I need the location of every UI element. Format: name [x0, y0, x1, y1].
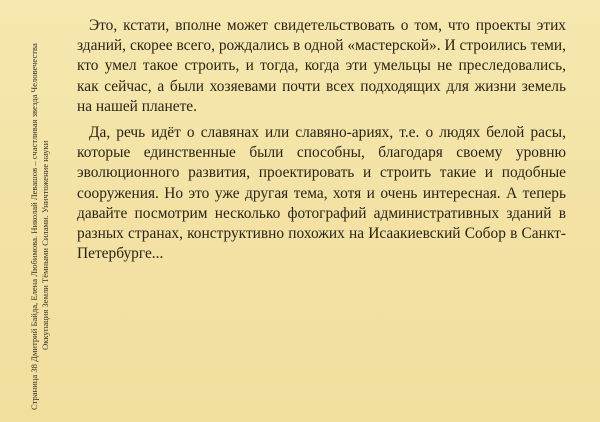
spine-line-header: Страница 38 Дмитрий Байда, Елена Любимова. Николай Левашов – счастливая звезда Человечества — [29, 43, 39, 410]
spine-text-block — [29, 18, 51, 410]
page-spine-caption — [11, 18, 51, 410]
paragraph — [77, 16, 566, 117]
paragraph-text: Это, кстати, вполне может свидетельствовать о том, что проекты этих зданий, скорее всего, рождались в одной «мастерской». И строились теми, кто умел такое строить, и тогда, когда эти умельцы не преследовались, как сейчас, а были хозяевами почти всех подходящих для жизни земель на нашей планете. — [77, 17, 566, 115]
paragraph — [77, 123, 566, 264]
paragraph-text: Да, речь идёт о славянах или славяно-ариях, т.е. о людях белой расы, которые единственные были способны, благодаря своему уровню эволюционного развития, проектировать и строить такие и подобные сооружения. Но это уже другая тема, хотя и очень интересная. А теперь давайте посмотрим несколько фотографий административных зданий в разных странах, конструктивно похожих на Исаакиевский Собор в Санкт-Петербурге... — [77, 124, 566, 263]
spine-line-subtitle: Оккупация Земли Тёмными Силами. Уничтожение науки — [40, 140, 50, 350]
page-content — [77, 16, 566, 270]
